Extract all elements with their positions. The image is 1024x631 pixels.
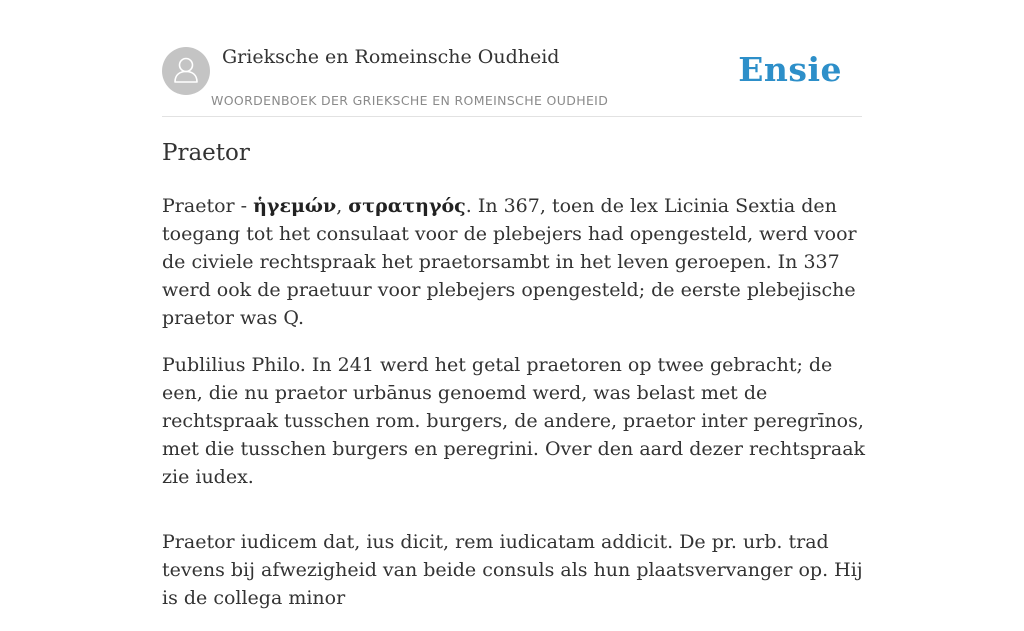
page-container	[162, 0, 866, 609]
entry-body	[162, 192, 867, 631]
entry-paragraph-2: Publilius Philo. In 241 werd het getal praetoren op twee gebracht; de een, die nu praetor urbānus genoemd werd, was belast met de rechtspraak tusschen rom. burgers, de andere, praetor inter peregrīnos, met die tusschen burgers en peregrini. Over den aard dezer rechtspraak zie iudex.	[162, 354, 866, 488]
entry-paragraph-3: Praetor iudicem dat, ius dicit, rem iudicatam addicit. De pr. urb. trad tevens bij afwezigheid van beide consuls als hun plaatsvervanger op. Hij is de collega minor	[162, 531, 863, 609]
ensie-logo[interactable]: Ensie	[738, 50, 842, 89]
greek-separator: ,	[336, 195, 349, 217]
entry-header	[162, 0, 862, 117]
source-title-link[interactable]: Grieksche en Romeinsche Oudheid	[222, 46, 560, 68]
user-avatar-icon[interactable]	[162, 47, 210, 95]
user-silhouette-icon	[162, 47, 210, 95]
paragraph-text: . In 367, toen de lex Licinia Sextia den toegang tot het consulaat voor de plebejers had opengesteld, werd voor de civiele rechtspraak het praetorsambt in het leven geroepen. In 337 werd ook de praetuur voor plebejers opengesteld; de eerste plebejische praetor was Q.	[162, 195, 857, 329]
paragraph-lead: Praetor -	[162, 195, 254, 217]
entry-title: Praetor	[162, 140, 250, 166]
source-subtitle: WOORDENBOEK DER GRIEKSCHE EN ROMEINSCHE OUDHEID	[211, 93, 609, 108]
greek-term-strategos: στρατηγός	[348, 195, 466, 217]
entry-paragraph-1	[162, 192, 867, 332]
greek-term-hegemon: ἡγεμών	[253, 195, 337, 217]
